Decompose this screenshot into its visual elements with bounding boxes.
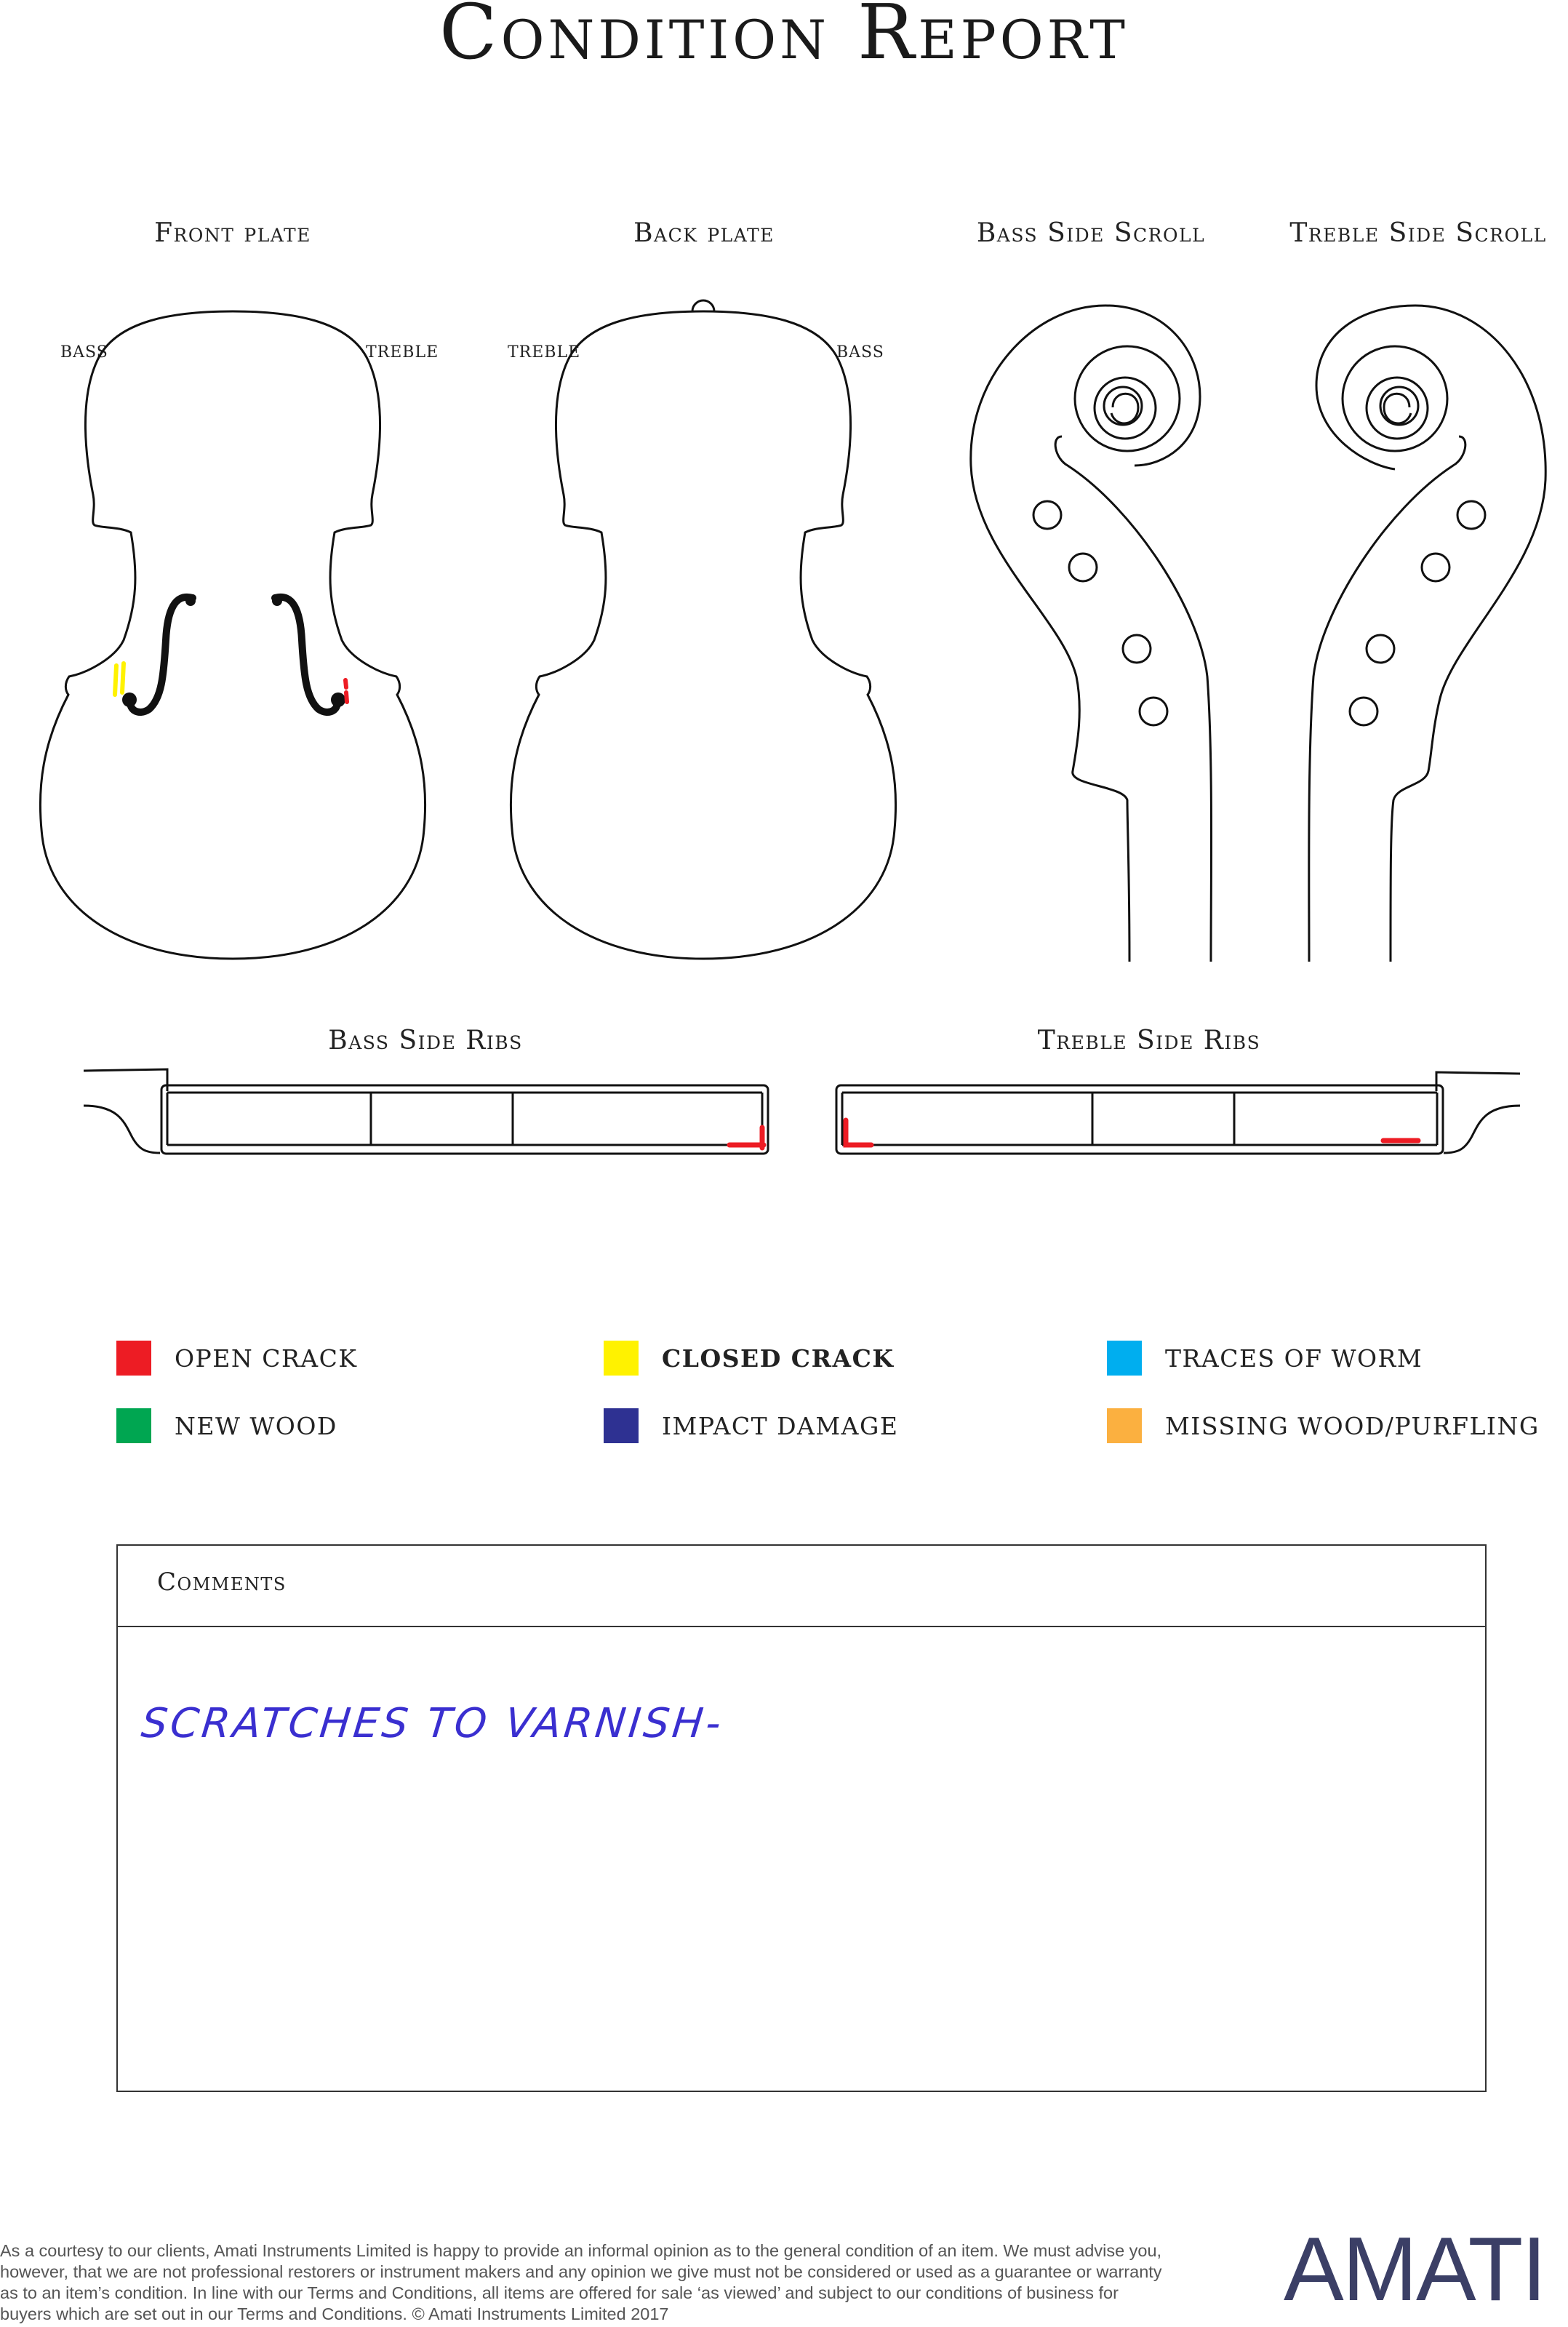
legend-swatch-open-crack: [116, 1341, 151, 1376]
legend-label-closed-crack: CLOSED CRACK: [662, 1344, 895, 1373]
comments-text: SCRATCHES TO VARNISH-: [139, 1700, 727, 1747]
legend-closed-crack: [604, 1341, 895, 1376]
legend-traces-of-worm: [1107, 1341, 1423, 1376]
legend-label-new-wood: NEW WOOD: [175, 1411, 337, 1440]
legend-impact-damage: [604, 1408, 898, 1443]
amati-logo: AMATI: [1284, 2219, 1545, 2320]
bass-ribs-drawing: [84, 1069, 768, 1154]
legend-swatch-impact-damage: [604, 1408, 639, 1443]
bass-scroll-outline: [971, 306, 1212, 962]
treble-ribs-label: Treble Side Ribs: [1037, 1026, 1261, 1055]
damage-marks: [115, 663, 1418, 1148]
disclaimer-text: As a courtesy to our clients, Amati Instruments Limited is happy to provide an informal opinion as to the general condition of an item. We must advise you, however, that we are not professional restorers or instrument makers and any opinion we give must not be considered or used as a guarantee or warranty as to an item’s condition. In line with our Terms and Conditions, all items are offered for sale ‘as viewed’ and subject to our conditions of business for buyers which are set out in our Terms and Conditions. © Amati Instruments Limited 2017: [0, 2241, 1162, 2323]
bass-ribs-label: Bass Side Ribs: [328, 1026, 523, 1055]
comments-heading: Comments: [118, 1546, 1485, 1627]
open-crack-mark-bass-ribs: [729, 1127, 764, 1148]
closed-crack-mark: [115, 663, 124, 695]
open-crack-mark-front: [345, 680, 347, 702]
legend-label-open-crack: OPEN CRACK: [175, 1344, 358, 1373]
legend-swatch-closed-crack: [604, 1341, 639, 1376]
legend-swatch-missing-wood: [1107, 1408, 1142, 1443]
open-crack-mark-treble-ribs-end: [846, 1120, 871, 1145]
back-treble-side-label: TREBLE: [508, 343, 581, 362]
treble-scroll-label: Treble Side Scroll: [1289, 218, 1547, 248]
comments-box: [116, 1544, 1487, 2092]
page-title: Condition Report: [439, 0, 1129, 76]
front-plate-label: Front plate: [154, 218, 311, 248]
legend-swatch-new-wood: [116, 1408, 151, 1443]
legend-open-crack: [116, 1341, 358, 1376]
back-bass-side-label: BASS: [836, 343, 884, 362]
legend-swatch-traces-of-worm: [1107, 1341, 1142, 1376]
f-holes: [122, 596, 345, 712]
front-bass-side-label: BASS: [60, 343, 108, 362]
front-plate-outline: [40, 311, 425, 959]
legend-new-wood: [116, 1408, 337, 1443]
legend-missing-wood: [1107, 1408, 1540, 1443]
bass-scroll-label: Bass Side Scroll: [976, 218, 1206, 248]
front-treble-side-label: TREBLE: [366, 343, 439, 362]
back-plate-button: [692, 300, 714, 311]
back-plate-outline: [511, 311, 895, 959]
legend-label-missing-wood: MISSING WOOD/PURFLING: [1165, 1411, 1540, 1440]
legend-label-impact-damage: IMPACT DAMAGE: [662, 1411, 899, 1440]
back-plate-label: Back plate: [633, 218, 775, 248]
legend-label-traces-of-worm: TRACES OF WORM: [1165, 1344, 1423, 1373]
